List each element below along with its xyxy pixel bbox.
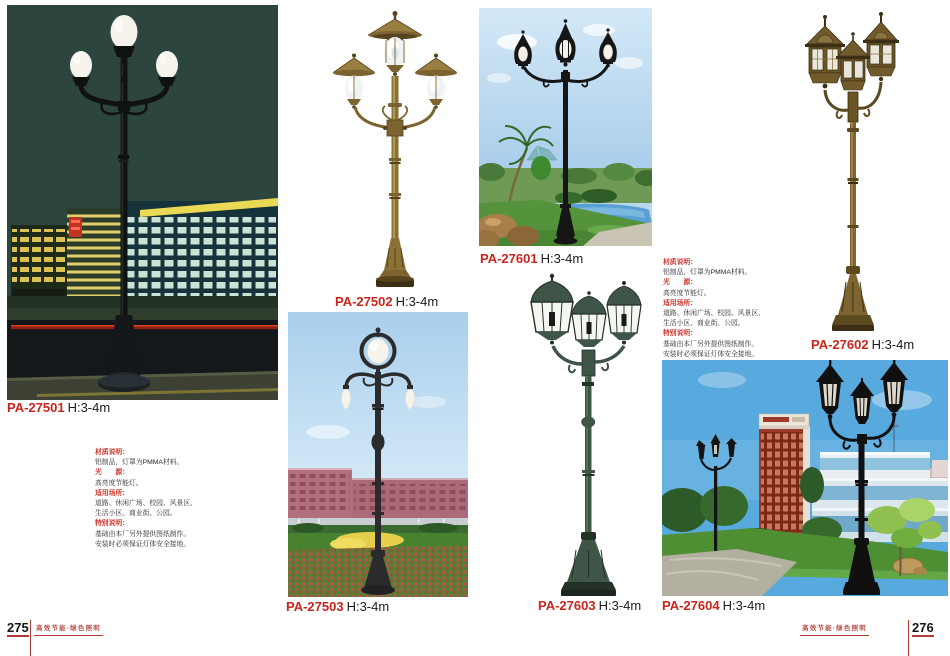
spec-heading: 光 源： xyxy=(95,469,129,477)
product-label-pa27602 xyxy=(811,337,914,352)
spec-heading: 特别说明： xyxy=(95,520,129,528)
product-image-pa27603 xyxy=(518,270,653,596)
spec-line: 生活小区、商业街、公园。 xyxy=(95,510,177,518)
product-code: PA-27601 xyxy=(480,251,538,266)
product-code: PA-27503 xyxy=(286,599,344,614)
spec-line: 铝制品，灯罩为PMMA材料。 xyxy=(95,459,184,467)
spec-heading: 特别说明： xyxy=(663,330,697,338)
spec-heading: 材质说明： xyxy=(95,449,129,456)
footer-slogan-left: 高效节能·绿色照明 xyxy=(34,624,103,636)
product-height: H:3-4m xyxy=(871,337,915,352)
footer-slogan-right: 高效节能·绿色照明 xyxy=(800,624,869,636)
product-code: PA-27602 xyxy=(811,337,869,352)
product-height: H:3-4m xyxy=(67,400,111,415)
product-label-pa27501 xyxy=(7,400,110,415)
spec-heading: 光 源： xyxy=(663,279,697,287)
spec-line: 高亮度节能灯。 xyxy=(663,289,711,297)
product-photo-pa27503 xyxy=(288,312,468,597)
product-height: H:3-4m xyxy=(346,599,390,614)
product-label-pa27604 xyxy=(662,598,765,613)
product-height: H:3-4m xyxy=(598,598,642,613)
product-photo-pa27604 xyxy=(662,360,948,596)
spec-line: 高亮度节能灯。 xyxy=(95,479,143,487)
product-code: PA-27604 xyxy=(662,598,720,613)
footer-divider-right xyxy=(908,620,909,656)
product-label-pa27503 xyxy=(286,599,389,614)
spec-text-left xyxy=(95,448,225,550)
product-image-pa27602 xyxy=(798,10,908,335)
spec-line: 安装时必须保证灯体安全接地。 xyxy=(95,540,191,548)
spec-heading: 适用场所： xyxy=(663,299,697,307)
page-number-right: 276 xyxy=(912,620,934,635)
spec-heading: 材质说明： xyxy=(663,259,697,266)
spec-line: 铝制品，灯罩为PMMA材料。 xyxy=(663,269,752,277)
page-number-left: 275 xyxy=(7,620,29,635)
product-code: PA-27501 xyxy=(7,400,65,415)
product-label-pa27603 xyxy=(538,598,641,613)
product-height: H:3-4m xyxy=(722,598,766,613)
spec-line: 生活小区、商业街、公园。 xyxy=(663,320,745,328)
product-photo-pa27601 xyxy=(479,8,652,246)
product-code: PA-27603 xyxy=(538,598,596,613)
product-height: H:3-4m xyxy=(395,294,439,309)
product-code: PA-27502 xyxy=(335,294,393,309)
footer-divider-left xyxy=(30,620,31,656)
product-image-pa27502 xyxy=(328,8,462,292)
product-label-pa27502 xyxy=(335,294,438,309)
spec-line: 道路、休闲广场、校园、风景区、 xyxy=(95,500,197,508)
spec-heading: 适用场所： xyxy=(95,489,129,497)
product-photo-pa27501 xyxy=(7,5,278,400)
spec-text-right xyxy=(663,258,793,360)
product-height: H:3-4m xyxy=(540,251,584,266)
spec-line: 安装时必须保证灯体安全接地。 xyxy=(663,350,759,358)
spec-line: 基础由本厂另外提供图纸制作。 xyxy=(95,530,191,538)
spec-line: 基础由本厂另外提供图纸制作。 xyxy=(663,340,759,348)
spec-line: 道路、休闲广场、校园、风景区、 xyxy=(663,310,765,318)
product-label-pa27601 xyxy=(480,251,583,266)
